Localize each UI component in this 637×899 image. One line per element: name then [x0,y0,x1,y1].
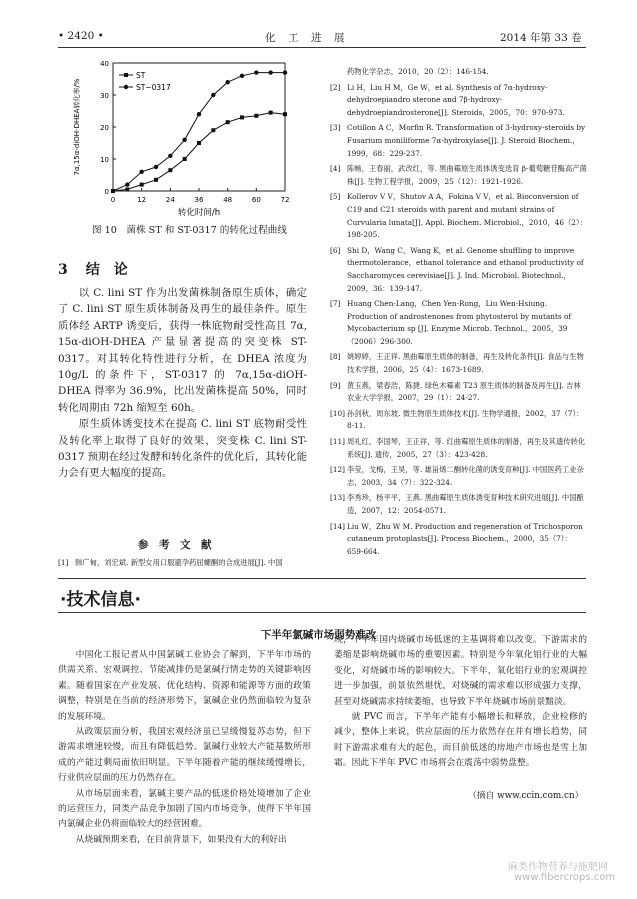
reference-text: 孙剑秋，周东坡. 微生物原生质体技术[J]. 生物学通报，2002，37（7）：8-11. [347,408,584,431]
x-tick-label: 36 [194,196,204,204]
x-tick-label: 60 [251,196,261,204]
news-paragraph: 从政策层面分析，我国宏观经济虽已呈缓慢复苏态势，但下游需求增速较慢，而且有降低趋势。氯碱行业较大产能基数所形成的产能过剩局面依旧明显。下半年随着产能的继续缓慢增长，行业供应层面的压力仍然存在。 [58,727,311,784]
reference-number: [8] [330,352,341,362]
data-point [183,157,187,161]
reference-number: [5] [330,192,341,202]
reference-text: Kollerov V V，Shutov A A，Fokina V V，et al. Bioconversion of C19 and C21 steroids with parent and mutant strains of Curvularia lunata[J]. Appl. Biochem. Microbiol.，2010，46（2）：198-205. [347,192,587,240]
data-point [168,154,172,158]
y-tick-label: 10 [100,156,109,164]
issue-info: 2014 年第 33 卷 [500,32,582,44]
data-point [240,115,244,119]
reference-number: [7] [330,299,341,309]
data-point [111,189,115,193]
news-rule [58,612,586,613]
conversion-chart [65,55,305,220]
reference-item [330,163,587,188]
reference-text: 姚婷婷，王正祥. 黑曲霉原生质体的制备，再生及转化条件[J]. 食品与生物技术学报，2006，25（4）：1673-1689. [347,352,584,375]
data-point [168,168,172,172]
news-left-column [58,648,311,848]
reference-item [330,66,587,79]
reference-number: [2] [330,82,341,92]
data-point [197,112,201,116]
news-headline: 下半年氯碱市场弱势难改 [260,629,377,641]
news-right-column [334,633,587,772]
data-point [269,111,273,115]
reference-item [330,380,587,405]
legend-marker [124,73,128,77]
reference-item [330,464,587,489]
legend-label: ST [136,71,146,80]
conclusion-paragraph-1: 以 C. lini ST 作为出发菌株制备原生质体，确定了 C. lini ST 原生质体制备及再生的最佳条件。原生质体经 ARTP 诱变后，获得一株底物耐受性高且 7α, 15α-diOH-DHEA 产量显著提高的突变株 ST-0317。对其转化特性进行分析，在 DHEA 浓度为 10g/L 的条件下，ST-0317 的 7α,15α-diOH-DHEA 得率为 36.9%，比出发菌株提高 50%，同时转化周期由 72h 缩短至 60h。 [58,287,307,414]
x-axis-label: 转化时间/h [177,208,221,218]
data-point [154,165,158,169]
reference-text: Liu W，Zhu W M. Production and regeneration of Trichosporon cutaneum protoplasts[J]. Process Biochem.，2000，35（7）：659-664. [347,521,583,556]
data-point [254,70,258,74]
reference-item [330,408,587,433]
news-section-title: ·技术信息· [60,590,141,610]
reference-item [58,557,308,570]
reference-item [330,298,587,348]
reference-item [330,351,587,376]
legend-marker [124,85,128,89]
data-point [211,128,215,132]
reference-number: [14] [330,521,345,531]
reference-item [330,245,587,295]
y-tick-label: 0 [104,188,109,196]
reference-text: 周礼红，李国琴，王正祥，等. 红曲霉原生质体的制备，再生及其遗传转化系统[J]. 遗传，2005，27（3）：423-428. [347,437,586,459]
x-tick-label: 0 [110,196,116,204]
reference-number: [13] [330,493,345,503]
conclusion-paragraph-2: 原生质体诱变技术在提高 C. lini ST 底物耐受性及转化率上取得了良好的效果，突变株 C. lini ST-0317 预期在经过发酵和转化条件的优化后，其转化能力会有更大幅度的提高。 [58,418,307,480]
reference-item [330,82,587,120]
reference-number: [10] [330,408,345,418]
reference-item [330,521,587,559]
data-point [283,70,287,74]
reference-text: Li H，Liu H M，Ge W，et al. Synthesis of 7α-hydroxy-dehydroepiandro sterone and 7β-hydroxy-dehydroepiandrosterone[J]. Steroids，2005，70：970-973. [347,82,565,117]
news-paragraph: 现，下半年国内烧碱市场低迷的主基调将难以改变。下游需求的萎缩是影响烧碱市场的重要因素。特别是今年氧化铝行业的大幅变化，对烧碱市场的影响较大。下半年，氧化铝行业的宏观调控进一步加强，前景依然堪忧，对烧碱的需求难以形成强力支撑，甚至对烧碱需求持续萎缩，也导致下半年烧碱市场前景黯淡。 [334,635,587,707]
section-heading [58,259,128,279]
data-point [125,187,129,191]
references-heading: 参 考 文 献 [138,539,212,551]
data-point [197,141,201,145]
data-point [254,114,258,118]
reference-text: Shi D，Wang C，Wang K，et al. Genome shuffling to improve thermotolerance，ethanol tolerance and ethanol productivity of Saccharomyces cerevisiae[J]. J. Ind. Microbiol. Biotechnol.，2009，36：139-147. [347,245,584,293]
figure-caption: 图 10 菌株 ST 和 ST-0317 的转化过程曲线 [92,225,287,236]
legend-label: ST−0317 [136,83,171,92]
y-tick-label: 40 [100,60,109,68]
reference-number: [1] [58,558,69,567]
section-number: 3 [58,262,68,278]
news-source: （摘自 www.ccin.com.cn） [468,791,584,801]
reference-number: [12] [330,465,345,475]
reference-text: Cotillon A C，Morfin R. Transformation of 3-hydroxy-steroids by Fusarium moniliforme 7α-hydroxylase[J]. J. Steroid Biochem.，1999，68：229-237. [347,123,586,158]
reference-item [330,436,587,461]
data-point [211,93,215,97]
news-paragraph: 从烧碱预期来看，在目前背景下，如果没有大的利好出 [75,834,287,845]
reference-number [330,66,347,79]
data-point [268,70,272,74]
reference-text: 黄玉燕，梁春浩，陈捷. 绿色木霉素 T23 原生质体的制备及再生[J]. 吉林农业大学学报，2007，29（1）：24-27. [347,380,581,403]
series-line [113,113,285,191]
data-point [154,178,158,182]
conclusion-text [58,285,307,482]
x-tick-label: 12 [137,196,147,204]
reference-text: 韩广甸，刘宏斌. 新型女用口服避孕药屈螺酮的合成进展[J]. 中国 [75,558,283,567]
reference-number: [3] [330,123,341,133]
reference-text: 李莹，戈梅，王昊，等. 雄甾烯二酮转化菌的诱变育种[J]. 中国医药工业杂志，2003，34（7）：322-324. [347,465,584,487]
news-paragraph: 从市场层面来看，氯碱主要产品的低迷价格处境增加了企业的运营压力，同类产品竞争加剧了国内市场竞争，使得下半年国内氯碱企业仍将面临较大的经营困难。 [58,788,311,830]
data-point [226,120,230,124]
data-point [225,80,229,84]
y-tick-label: 20 [100,124,109,132]
data-point [283,112,287,116]
x-tick-label: 72 [280,196,290,204]
reference-item [330,191,587,241]
references-left [58,557,308,573]
data-point [125,182,129,186]
journal-name: 化 工 进 展 [265,32,346,44]
figure [65,55,305,220]
data-point [139,170,143,174]
reference-text: Huang Chen-Lang，Chen Yen-Rong，Liu Wen-Hsiung. Production of androstenones from phytosterol by mutants of Mycobacterium sp [J]. Enzyme Microb. Technol.，2005，39（2006）296-300. [347,299,572,346]
y-tick-label: 30 [100,92,109,100]
data-point [140,183,144,187]
reference-item [330,492,587,517]
x-tick-label: 24 [165,196,175,204]
watermark-cn: 麻类作物营养与施肥网 [508,862,608,873]
reference-text: 李秀珍，杨平平，王燕. 黑曲霉原生质体诱变育种技术研究进展[J]. 中国酿造，2007，12：2054-0571. [347,493,584,515]
references-right [330,66,587,561]
section-title: 结 论 [85,262,128,278]
reference-number: [11] [330,437,345,447]
reference-item [330,122,587,160]
data-point [240,74,244,78]
header-rule [58,47,586,48]
reference-text: 陈畅，王春丽，武改红，等. 黑曲霉原生质体诱变选育 β-葡萄糖苷酶高产菌株[J]. 生物工程学报，2009，25（12）：1921-1926. [347,164,587,186]
reference-number: [4] [330,164,341,174]
section-divider [58,578,586,579]
reference-number: [9] [330,380,341,390]
x-tick-label: 48 [223,196,233,204]
reference-text: 药物化学杂志，2010，20（2）：146-154. [347,67,489,76]
y-axis-label: 7α,15α-diOH-DHEA转化率/% [73,78,81,176]
data-point [182,138,186,142]
watermark-en: www.fibercrops.com [514,872,616,883]
reference-number: [6] [330,245,341,255]
page-number: • 2420 • [58,30,104,42]
news-paragraph: 中国化工报记者从中国氯碱工业协会了解到，下半年市场的供需关系、宏观调控、节能减排仍是氯碱行情走势的关键影响因素。随着国家在产业发展、优化结构、资源和能源等方面的政策调整，特别是在当前的经济形势下，氯碱企业仍然面临较为复杂的发展环境。 [58,650,311,722]
news-paragraph: 就 PVC 而言，下半年产能有小幅增长和释放，企业检修的减少，整体上来说，供应层面的压力依然存在并有增长趋势，同时下游需求难有大的起色，而目前低迷的房地产市场也是雪上加霜。因此下半年 PVC 市场将会在震荡中弱势盘整。 [334,712,587,769]
